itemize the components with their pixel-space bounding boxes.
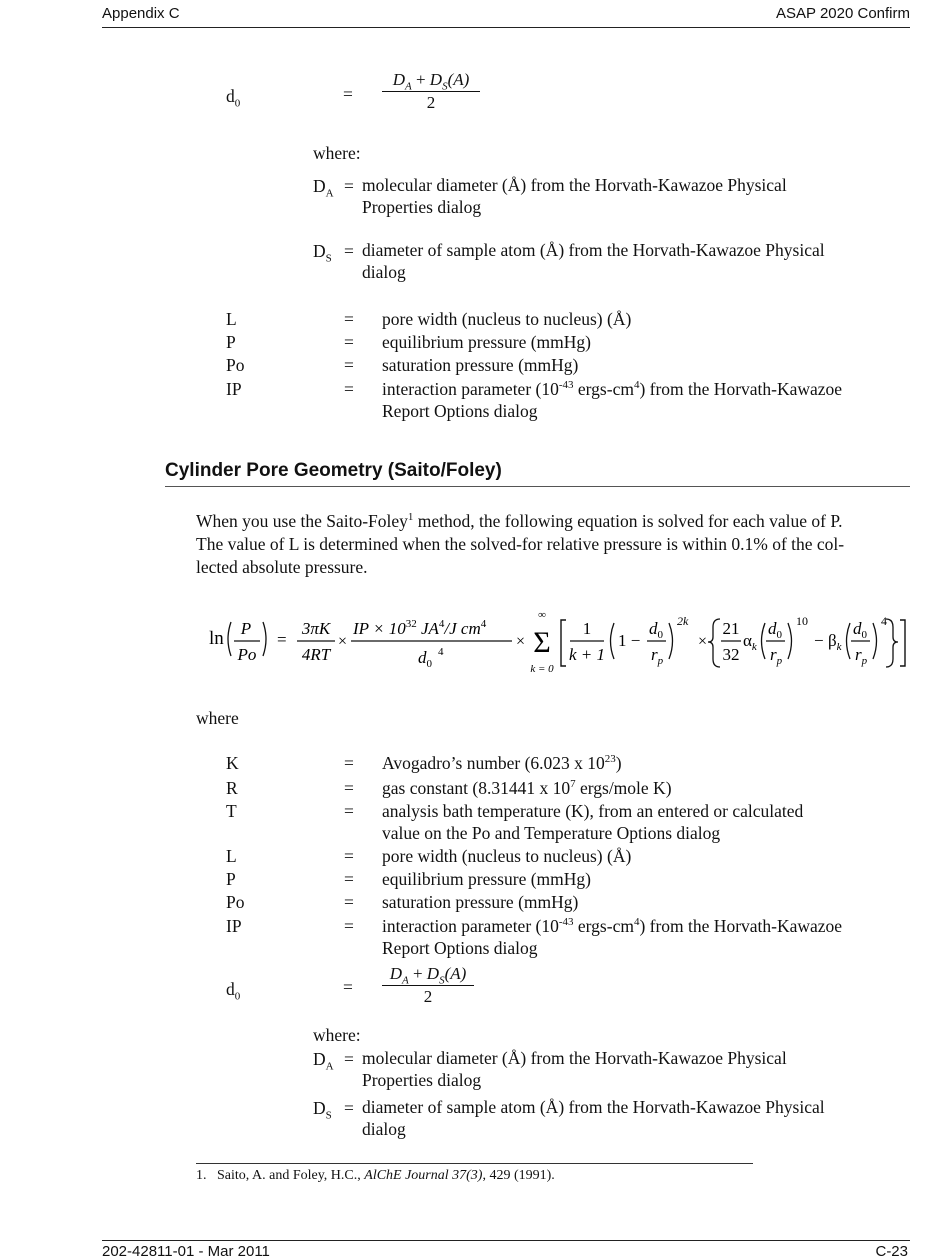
where-label-3: where: (313, 1025, 361, 1045)
def-row-k: K (226, 753, 239, 773)
eq-k1: k + 1 (568, 645, 606, 664)
def-row-l-2: L (226, 846, 237, 866)
def-eq-k: = (344, 753, 354, 773)
eq-paren-right (788, 623, 792, 659)
saito-foley-equation (200, 600, 910, 685)
def-text-ip-2: interaction parameter ($10^{-43}$ ergs-$cm^4$) from the Horvath-Kawazoe Report Options dialog (382, 916, 843, 958)
eq-beta-k: $\beta_k$ (828, 631, 842, 653)
eq-21: 21 (722, 619, 740, 638)
where-label: where: (313, 143, 361, 163)
eq-exp-2k: 2k (677, 614, 689, 628)
footer-left: 202-42811-01 - Mar 2011 (102, 1243, 270, 1260)
da-symbol: $D_A$ (313, 176, 334, 200)
def-row-t: T (226, 801, 237, 821)
da-equals-2: = (344, 1049, 354, 1069)
eq-d0-a: $d_0$ (649, 619, 663, 641)
def-row-po-2: Po (226, 892, 245, 912)
def-row-l: L (226, 309, 237, 329)
eq-3pik: 3πK (301, 619, 331, 638)
header-left: Appendix C (102, 5, 180, 22)
eq-p: P (240, 619, 252, 638)
d0-fraction: $D_A + D_S(A)$ 2 (382, 70, 480, 113)
def-eq-p: = (344, 332, 354, 352)
def-eq-ip-2: = (344, 916, 354, 936)
footer-rule (102, 1240, 910, 1241)
eq-brace-left (708, 619, 720, 667)
eq-one-minus: 1 − (618, 631, 641, 650)
eq-bracket-left (561, 620, 566, 666)
def-row-r: R (226, 778, 238, 798)
eq-equals: = (277, 630, 287, 649)
eq-4rt: 4RT (301, 645, 331, 664)
section-title: Cylinder Pore Geometry (Saito/Foley) (165, 460, 502, 481)
eq-times: × (516, 633, 526, 650)
eq-ip-numerator: IP × $10^{32}$ $JA^4/J$ $cm^4$ (353, 618, 487, 638)
d0-equals-2: = (343, 977, 353, 997)
def-row-ip-2: IP (226, 916, 242, 936)
def-text-p: equilibrium pressure (mmHg) (382, 332, 591, 352)
def-row-p-2: P (226, 869, 236, 889)
eq-times: × (698, 633, 708, 650)
ds-text: diameter of sample atom (Å) from the Horvath-Kawazoe Physical dialog (362, 240, 825, 282)
eq-ln: ln (209, 628, 224, 649)
da-symbol-2: $D_A$ (313, 1049, 334, 1073)
eq-infinity: ∞ (538, 609, 546, 621)
where-label-2: where (196, 708, 239, 728)
def-eq-l-2: = (344, 846, 354, 866)
def-eq-p-2: = (344, 869, 354, 889)
def-eq-r: = (344, 778, 354, 798)
eq-d0-c: $d_0$ (853, 619, 867, 641)
eq-alpha-k: $\alpha_k$ (743, 631, 757, 653)
def-eq-t: = (344, 801, 354, 821)
footnote: 1. Saito, A. and Foley, H.C., AlChE Journal 37(3), 429 (1991). (196, 1168, 555, 1183)
eq-k0: k = 0 (530, 663, 554, 675)
def-row-p: P (226, 332, 236, 352)
def-text-ip: interaction parameter ($10^{-43}$ ergs-$cm^4$) from the Horvath-Kawazoe Report Options dialog (382, 379, 843, 421)
eq-paren-right (873, 623, 877, 659)
eq-rp-b: $r_p$ (770, 645, 783, 667)
def-row-po: Po (226, 355, 245, 375)
eq-rp-c: $r_p$ (855, 645, 868, 667)
eq-one: 1 (582, 619, 592, 638)
eq-paren-left (611, 623, 615, 659)
ds-symbol-2: $D_S$ (313, 1098, 332, 1122)
eq-times: × (338, 633, 348, 650)
eq-paren-left (762, 623, 766, 659)
d0-fraction-2: $D_A + D_S(A)$ 2 (382, 964, 474, 1007)
ds-text-2: diameter of sample atom (Å) from the Horvath-Kawazoe Physical dialog (362, 1097, 825, 1139)
eq-d0-denominator: $d_0^4$ (418, 646, 444, 670)
eq-minus: − (814, 631, 824, 650)
intro-paragraph: When you use the Saito-Foley$^1$ method, the following equation is solved for each value of P. The value of L is determined when the solved-for relative pressure is within 0.1% of the col- lected absolute pressure. (196, 511, 845, 577)
def-text-l: pore width (nucleus to nucleus) (Å) (382, 309, 632, 329)
footnote-rule (196, 1163, 753, 1164)
da-equals: = (344, 176, 354, 196)
eq-32: 32 (722, 645, 740, 664)
eq-sigma: Σ (533, 626, 551, 659)
footnote-ref[interactable]: 1 (407, 511, 414, 524)
def-text-p-2: equilibrium pressure (mmHg) (382, 869, 591, 889)
def-row-ip: IP (226, 379, 242, 399)
d0-symbol: $d_0$ (226, 86, 241, 110)
footer-right: C-23 (875, 1243, 908, 1260)
eq-paren-left (847, 623, 851, 659)
ds-symbol: $D_S$ (313, 241, 332, 265)
eq-rp-a: $r_p$ (651, 645, 664, 667)
eq-exp-10: 10 (796, 614, 808, 628)
def-eq-po: = (344, 355, 354, 375)
def-text-k: Avogadro’s number (6.023 x $10^{23}$) (382, 753, 622, 773)
eq-bracket-right (900, 620, 905, 666)
def-eq-ip: = (344, 379, 354, 399)
eq-exp-4: 4 (881, 614, 887, 628)
d0-equals: = (343, 84, 353, 104)
eq-po: Po (237, 645, 257, 664)
eq-paren-right (263, 622, 266, 656)
def-eq-l: = (344, 309, 354, 329)
ds-equals: = (344, 241, 354, 261)
da-text: molecular diameter (Å) from the Horvath-Kawazoe Physical Properties dialog (362, 175, 787, 217)
eq-paren-right (669, 623, 673, 659)
header-right: ASAP 2020 Confirm (776, 5, 910, 22)
section-rule (165, 486, 910, 487)
def-text-l-2: pore width (nucleus to nucleus) (Å) (382, 846, 632, 866)
eq-d0-b: $d_0$ (768, 619, 782, 641)
ds-equals-2: = (344, 1098, 354, 1118)
d0-symbol-2: $d_0$ (226, 979, 241, 1003)
da-text-2: molecular diameter (Å) from the Horvath-Kawazoe Physical Properties dialog (362, 1048, 787, 1090)
header-rule (102, 27, 910, 28)
def-text-po: saturation pressure (mmHg) (382, 355, 579, 375)
eq-brace-right (886, 619, 898, 667)
def-text-t: analysis bath temperature (K), from an entered or calculated value on the Po and Temperature Options dialog (382, 801, 804, 843)
def-eq-po-2: = (344, 892, 354, 912)
def-text-po-2: saturation pressure (mmHg) (382, 892, 579, 912)
eq-paren-left (228, 622, 231, 656)
def-text-r: gas constant (8.31441 x $10^7$ ergs/mole K) (382, 778, 672, 798)
